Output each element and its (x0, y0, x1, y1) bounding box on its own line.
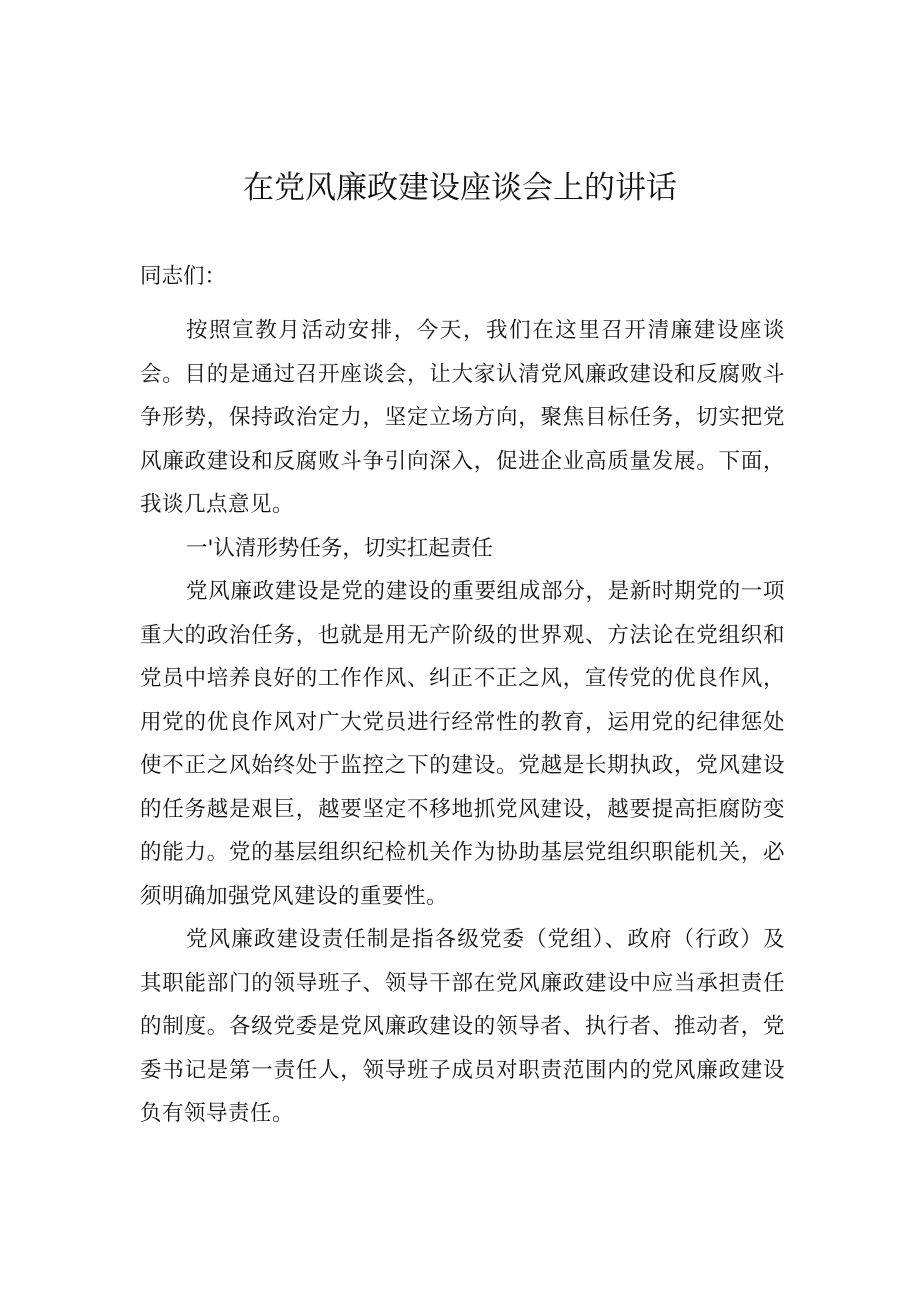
salutation: 同志们： (140, 264, 227, 289)
section-heading: 一'认清形势任务，切实扛起责任 (186, 535, 493, 561)
document-body (140, 262, 785, 1136)
intro-paragraph: 按照宣教月活动安排，今天，我们在这里召开清廉建设座谈会。目的是通过召开座谈会，让大家认清党风廉政建设和反腐败斗争形势，保持政治定力，坚定立场方向，聚焦目标任务，切实把党风廉政建设和反腐败斗争引向深入，促进企业高质量发展。下面，我谈几点意见。 (140, 318, 785, 517)
section-paragraph-2: 党风廉政建设责任制是指各级党委（党组）、政府（行政）及其职能部门的领导班子、领导干部在党风廉政建设中应当承担责任的制度。各级党委是党风廉政建设的领导者、执行者、推动者，党委书记是第一责任人，领导班子成员对职责范围内的党风廉政建设负有领导责任。 (140, 927, 785, 1126)
section-paragraph-1: 党风廉政建设是党的建设的重要组成部分，是新时期党的一项重大的政治任务，也就是用无产阶级的世界观、方法论在党组织和党员中培养良好的工作作风、纠正不正之风，宣传党的优良作风，用党的优良作风对广大党员进行经常性的教育，运用党的纪律惩处使不正之风始终处于监控之下的建设。党越是长期执政，党风建设的任务越是艰巨，越要坚定不移地抓党风建设，越要提高拒腐防变的能力。党的基层组织纪检机关作为协助基层党组织职能机关，必须明确加强党风建设的重要性。 (140, 579, 785, 909)
document-title: 在党风廉政建设座谈会上的讲话 (243, 170, 677, 206)
